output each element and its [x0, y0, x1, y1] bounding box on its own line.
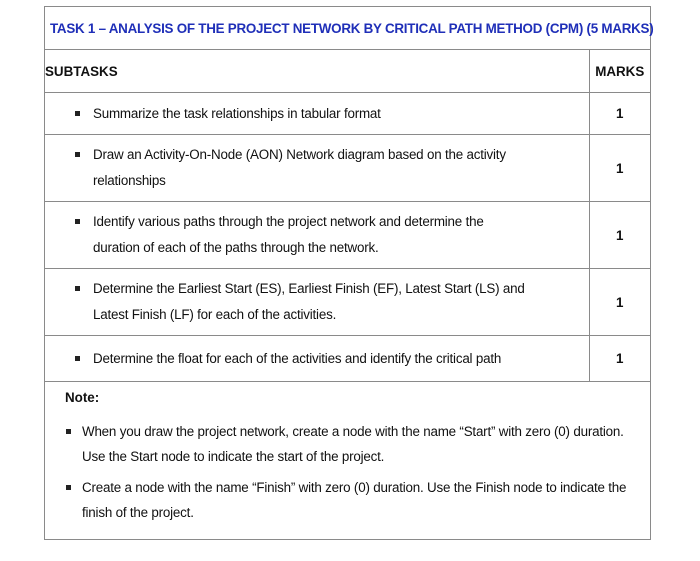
bullet-icon — [66, 485, 71, 490]
task-document — [44, 6, 654, 540]
task-title: TASK 1 – ANALYSIS OF THE PROJECT NETWORK BY CRITICAL PATH METHOD (CPM) (5 MARKS) — [50, 20, 654, 36]
subtask-text: Draw an Activity-On-Node (AON) Network diagram based on the activity relationships — [93, 147, 506, 188]
subtask-text: Determine the Earliest Start (ES), Earliest Finish (EF), Latest Start (LS) and Latest Finish (LF) for each of the activities. — [93, 281, 525, 322]
note-text: When you draw the project network, create a node with the name “Start” with zero (0) duration. Use the Start node to indicate the start of the project. — [82, 424, 624, 464]
subtasks-table — [45, 50, 650, 381]
table-row — [45, 202, 650, 269]
note-text: Create a node with the name “Finish” with zero (0) duration. Use the Finish node to indicate the finish of the project. — [82, 480, 627, 520]
note-item — [65, 475, 640, 525]
subtask-cell — [45, 202, 589, 269]
marks-cell: 1 — [589, 135, 650, 202]
bullet-icon — [75, 356, 80, 361]
note-item — [65, 419, 640, 469]
marks-header: MARKS — [589, 50, 650, 93]
note-label: Note: — [65, 390, 100, 405]
subtask-item — [45, 142, 589, 194]
subtask-cell — [45, 135, 589, 202]
bullet-icon — [66, 429, 71, 434]
marks-cell: 1 — [589, 202, 650, 269]
table-row — [45, 93, 650, 135]
subtask-item — [45, 101, 589, 127]
subtask-item — [45, 209, 589, 261]
subtasks-header: SUBTASKS — [45, 50, 589, 93]
subtask-text: Summarize the task relationships in tabular format — [93, 105, 381, 121]
table-row — [45, 336, 650, 382]
subtask-cell — [45, 336, 589, 382]
note-section — [45, 381, 650, 539]
marks-cell: 1 — [616, 351, 624, 366]
subtask-cell — [45, 93, 589, 135]
marks-cell: 1 — [589, 93, 650, 135]
marks-cell: 1 — [589, 269, 650, 336]
table-row — [45, 135, 650, 202]
subtask-cell — [45, 269, 589, 336]
subtask-text: Identify various paths through the project network and determine the duration of each of the paths through the network. — [93, 214, 484, 255]
subtask-item — [45, 276, 589, 328]
bullet-icon — [75, 111, 80, 116]
title-row — [45, 7, 654, 50]
table-header-row — [45, 50, 650, 93]
subtask-text: Determine the float for each of the activities and identify the critical path — [93, 350, 502, 366]
subtask-item — [45, 346, 589, 372]
bullet-icon — [75, 286, 80, 291]
bullet-icon — [75, 219, 80, 224]
bullet-icon — [75, 152, 80, 157]
table-row — [45, 269, 650, 336]
